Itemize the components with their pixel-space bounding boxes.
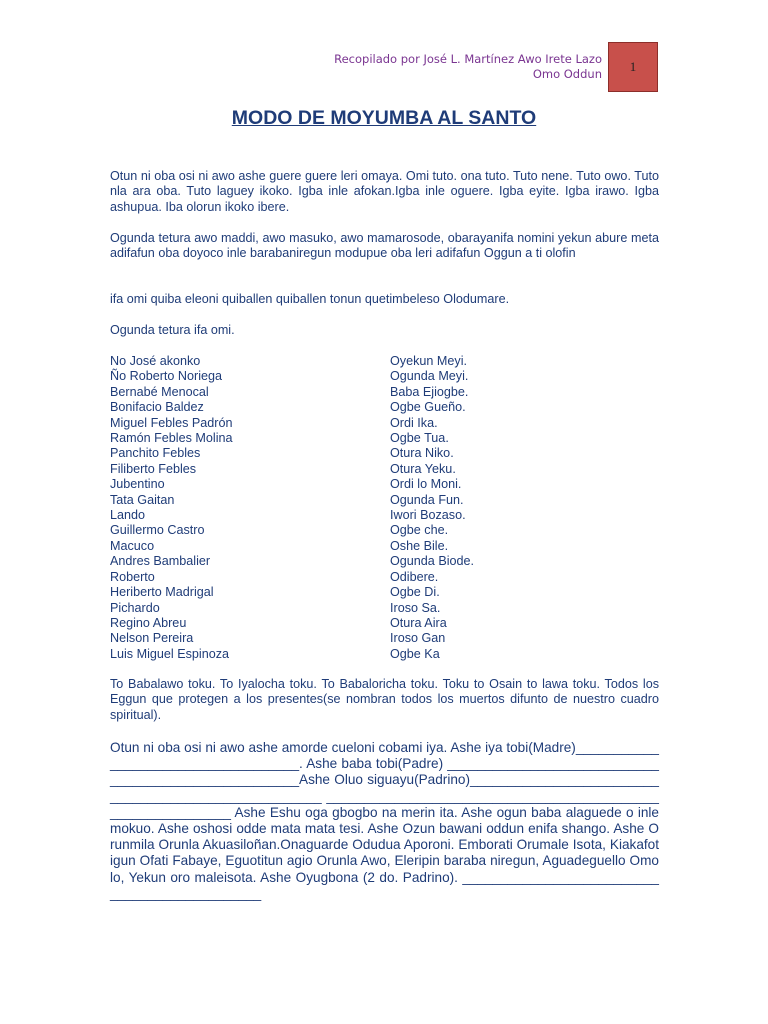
page-number: 1 [629, 59, 637, 74]
odu-name: Otura Niko. [390, 446, 454, 461]
paragraph-3: ifa omi quiba eleoni quiballen quiballen tonun quetimbeleso Olodumare. [110, 292, 510, 306]
name-row [110, 493, 474, 508]
person-name: Andres Bambalier [110, 554, 211, 569]
person-name: Bernabé Menocal [110, 384, 209, 399]
name-row [110, 601, 474, 616]
name-row [110, 416, 474, 431]
odu-name: Ordi lo Moni. [390, 477, 462, 492]
name-row [110, 539, 474, 554]
paragraph-4: Ogunda tetura ifa omi. [110, 323, 235, 337]
name-row [110, 647, 474, 662]
document-title: MODO DE MOYUMBA AL SANTO [231, 107, 537, 129]
person-name: Tata Gaitan [110, 492, 175, 507]
paragraph-6: Otun ni oba osi ni awo ashe amorde cueloni cobami iya. Ashe iya tobi(Madre)____________________________________. Ashe baba tobi(Padre) _____________________________________________________Ashe Oluo siguayu(Padrino)_____________________________________________________ ____________________________________________________________ Ashe Eshu oga gbogbo na merin ita. Ashe ogun baba alaguede o inle mokuo. Ashe oshosi odde mata mata tesi. Ashe Ozun bawani oddun enifa shango. Ashe Orunmila Orunla Akuasiloñan.Onaguarde Odudua Aporoni. Emborati Orumale Isota, Kiakafotigun Ofati Fabaye, Eguotitun agio Orunla Awo, Eleripin baraba niregun, Aguadeguello Omolo, Yekun oro maleisota. Ashe Oyugbona (2 do. Padrino). ______________________________________________ [110, 740, 659, 901]
person-name: Bonifacio Baldez [110, 400, 204, 415]
odu-name: Iwori Bozaso. [390, 508, 466, 523]
paragraph-1: Otun ni oba osi ni awo ashe guere guere leri omaya. Omi tuto. ona tuto. Tuto nene. Tuto owo. Tuto nla ara oba. Tuto laguey ikoko. Igba inle afokan.Igba inle oguere. Igba eyite. Igba irawo. Igba ashupua. Iba olorun ikoko ibere. [110, 169, 659, 214]
odu-name: Ogunda Biode. [390, 554, 475, 569]
compiler-line-2: Omo Oddun [532, 67, 602, 81]
odu-name: Ogbe Tua. [390, 431, 449, 446]
person-name: Filiberto Febles [110, 461, 197, 476]
odu-name: Ogunda Meyi. [390, 369, 469, 384]
person-name: Lando [110, 508, 146, 523]
person-name: Guillermo Castro [110, 523, 205, 538]
odu-name: Otura Aira [390, 615, 447, 630]
name-row [110, 631, 474, 646]
odu-name: Iroso Sa. [390, 600, 441, 615]
odu-name: Oshe Bile. [390, 538, 449, 553]
odu-name: Otura Yeku. [390, 461, 456, 476]
odu-name: Ordi Ika. [390, 415, 438, 430]
name-row [110, 385, 474, 400]
odu-name: Ogunda Fun. [390, 492, 464, 507]
name-row [110, 354, 474, 369]
compiler-line-1: Recopilado por José L. Martínez Awo Irete Lazo [334, 52, 602, 66]
odu-name: Baba Ejiogbe. [390, 384, 469, 399]
person-name: Miguel Febles Padrón [110, 415, 233, 430]
person-name: Luis Miguel Espinoza [110, 646, 230, 661]
odu-name: Ogbe che. [390, 523, 449, 538]
odu-name: Oyekun Meyi. [390, 354, 467, 368]
person-name: Roberto [110, 569, 155, 584]
name-row [110, 554, 474, 569]
name-row [110, 523, 474, 538]
paragraph-5: To Babalawo toku. To Iyalocha toku. To Babaloricha toku. Toku to Osain to lawa toku. Todos los Eggun que protegen a los presentes(se nombran todos los muertos difunto de nuestro cuadro spiritual). [110, 677, 659, 722]
name-row [110, 400, 474, 415]
person-name: No José akonko [110, 354, 201, 368]
paragraph-2: Ogunda tetura awo maddi, awo masuko, awo mamarosode, obarayanifa nomini yekun abure meta adifafun oba doyoco inle barabaniregun modupue oba leri adifafun Oggun a ti olofin [110, 231, 659, 261]
odu-name: Ogbe Gueño. [390, 400, 466, 415]
name-row [110, 616, 474, 631]
person-name: Regino Abreu [110, 615, 187, 630]
name-row [110, 508, 474, 523]
name-row [110, 369, 474, 384]
odu-name: Odibere. [390, 569, 439, 584]
person-name: Panchito Febles [110, 446, 201, 461]
page-header [334, 52, 602, 82]
names-list [110, 354, 474, 662]
name-row [110, 570, 474, 585]
name-row [110, 462, 474, 477]
odu-name: Ogbe Ka [390, 646, 440, 661]
person-name: Nelson Pereira [110, 631, 194, 646]
person-name: Ramón Febles Molina [110, 431, 233, 446]
person-name: Pichardo [110, 600, 160, 615]
person-name: Ño Roberto Noriega [110, 369, 223, 384]
name-row [110, 446, 474, 461]
name-row [110, 585, 474, 600]
name-row [110, 477, 474, 492]
page-number-box [608, 42, 658, 92]
odu-name: Iroso Gan [390, 631, 446, 646]
person-name: Macuco [110, 538, 155, 553]
name-row [110, 431, 474, 446]
odu-name: Ogbe Di. [390, 585, 440, 600]
person-name: Jubentino [110, 477, 165, 492]
person-name: Heriberto Madrigal [110, 585, 214, 600]
